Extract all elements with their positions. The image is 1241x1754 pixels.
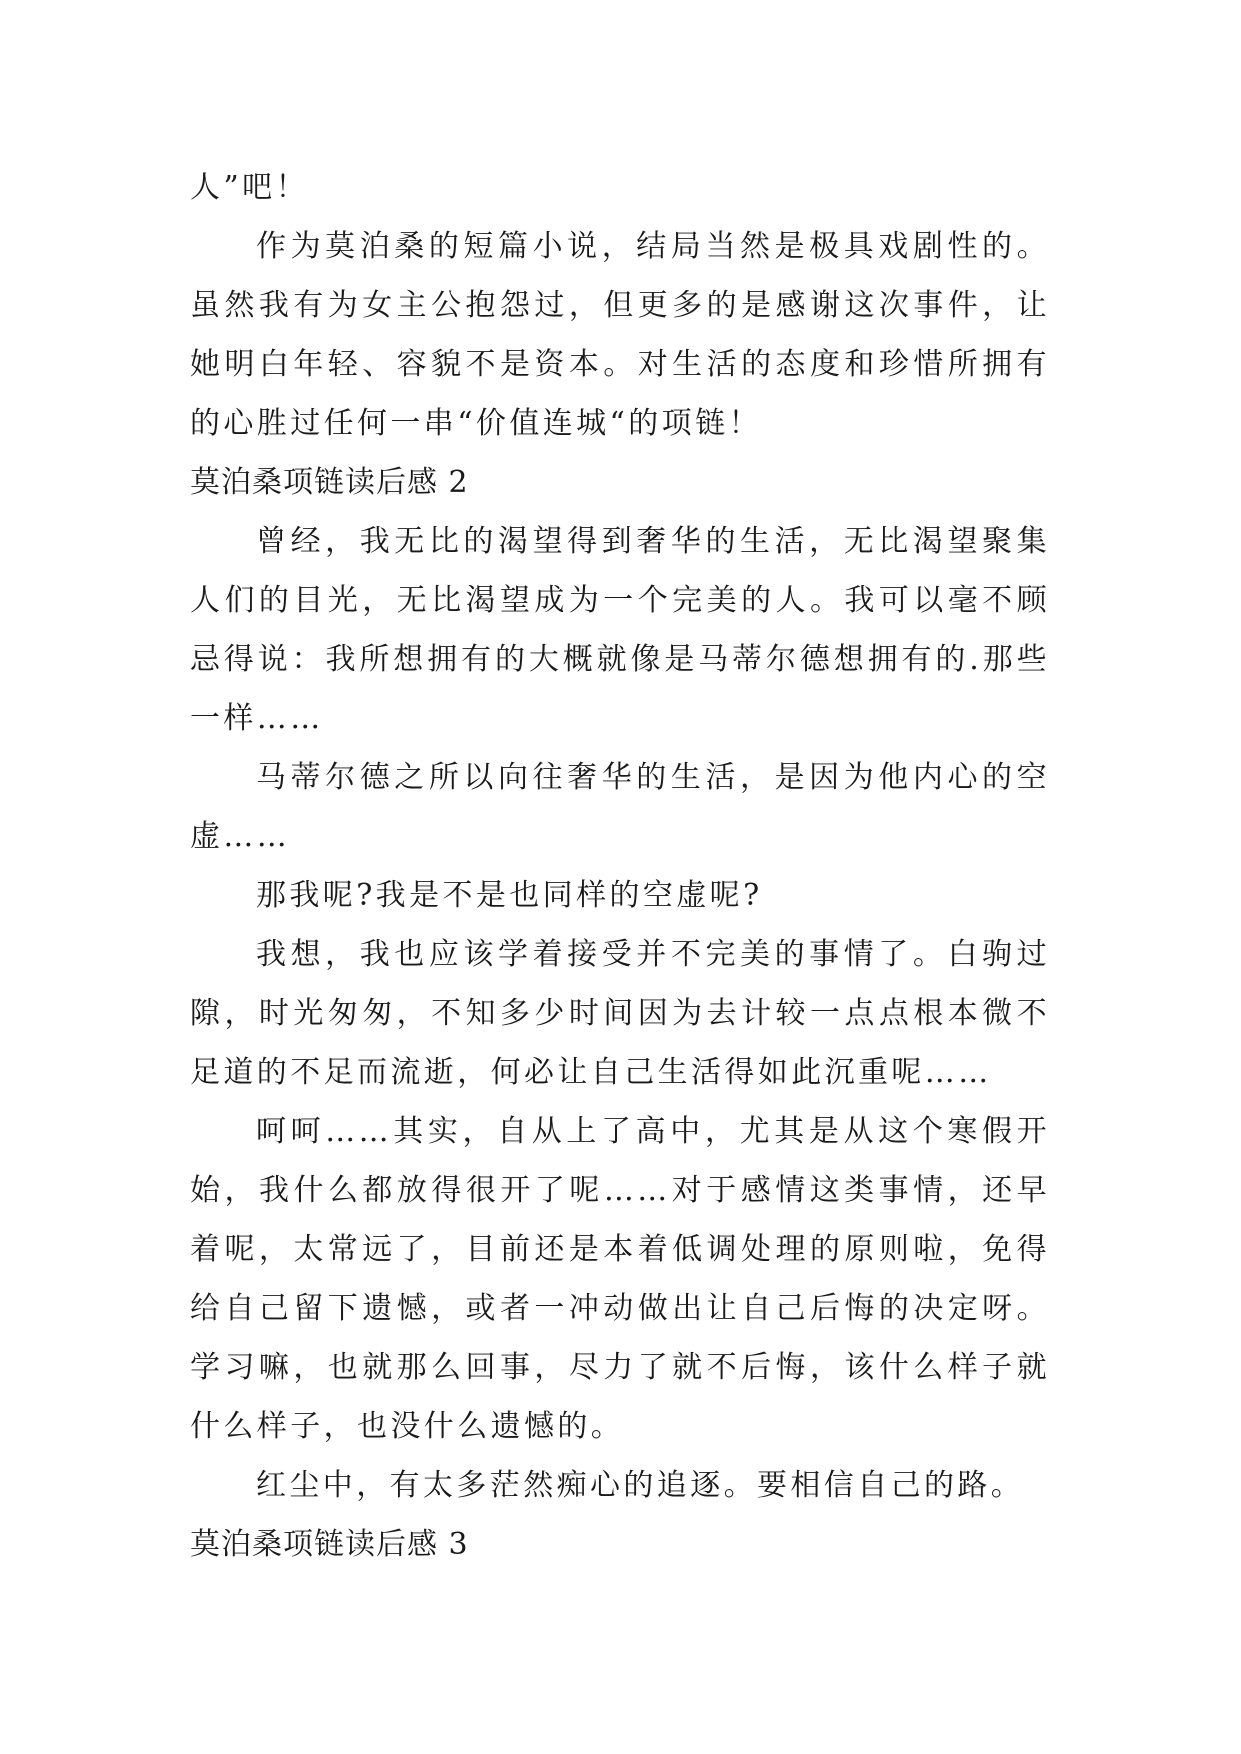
paragraph-red-dust: 红尘中，有太多茫然痴心的追逐。要相信自己的路。 [256,1468,1025,1503]
paragraph-desire-luxury: 曾经，我无比的渴望得到奢华的生活，无比渴望聚集人们的目光，无比渴望成为一个完美的人。我可以毫不顾忌得说：我所想拥有的大概就像是马蒂尔德想拥有的.那些一样…… [190,524,1050,736]
paragraph-acceptance: 我想，我也应该学着接受并不完美的事情了。白驹过隙，时光匆匆，不知多少时间因为去计较一点点根本微不足道的不足而流逝，何必让自己生活得如此沉重呢…… [190,937,1050,1090]
section-heading-2: 莫泊桑项链读后感 2 [190,465,469,500]
document-body [190,158,1050,1574]
paragraph-ending-commentary: 作为莫泊桑的短篇小说，结局当然是极具戏剧性的。虽然我有为女主公抱怨过，但更多的是感谢这次事件，让她明白年轻、容貌不是资本。对生活的态度和珍惜所拥有的心胜过任何一串“价值连城“的项链！ [190,229,1050,441]
paragraph-high-school: 呵呵……其实，自从上了高中，尤其是从这个寒假开始，我什么都放得很开了呢……对于感情这类事情，还早着呢，太常远了，目前还是本着低调处理的原则啦，免得给自己留下遗憾，或者一冲动做出让自己后悔的决定呀。学习嘛，也就那么回事，尽力了就不后悔，该什么样子就什么样子，也没什么遗憾的。 [190,1114,1050,1444]
paragraph-emptiness: 马蒂尔德之所以向往奢华的生活，是因为他内心的空虚…… [190,760,1050,854]
paragraph-continuation: 人”吧！ [190,170,309,205]
paragraph-question: 那我呢?我是不是也同样的空虚呢? [256,878,763,913]
section-heading-3: 莫泊桑项链读后感 3 [190,1527,469,1562]
